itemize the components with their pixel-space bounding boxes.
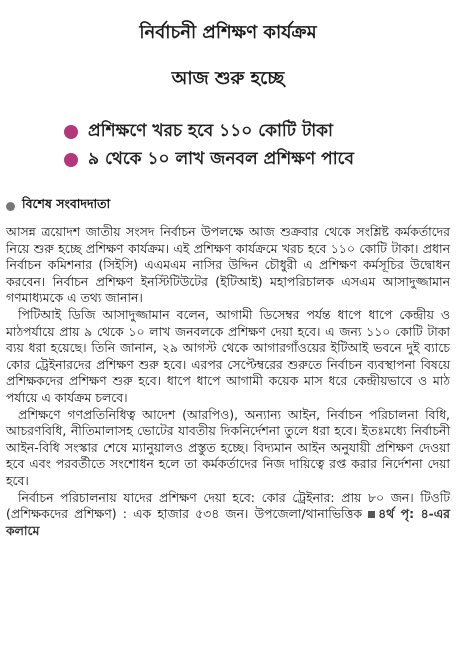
article-body — [6, 224, 450, 539]
article-paragraph: আসন্ন ত্রয়োদশ জাতীয় সংসদ নির্বাচন উপলক্ষে আজ শুক্রবার থেকে সংশ্লিষ্ট কর্মকর্তাদের নিয়ে শুরু হচ্ছে প্রশিক্ষণ কার্যক্রম। এই প্রশিক্ষণ কার্যক্রমে খরচ হবে ১১০ কোটি টাকা। প্রধান নির্বাচন কমিশনার (সিইসি) এএমএম নাসির উদ্দিন চৌধুরী এ প্রশিক্ষণ কর্মসূচির উদ্বোধন করবেন। নির্বাচন প্রশিক্ষণ ইনস্টিটিউটের (ইটিআই) মহাপরিচালক এসএম আসাদুজ্জামান গণমাধ্যমকে এ তথ্য জানান। — [6, 224, 450, 306]
highlight-text: প্রশিক্ষণে খরচ হবে ১১০ কোটি টাকা — [88, 121, 333, 141]
highlight-item — [64, 118, 444, 146]
byline — [6, 196, 110, 216]
article-paragraph: প্রশিক্ষণে গণপ্রতিনিধিত্ব আদেশ (আরপিও), অন্যান্য আইন, নির্বাচন পরিচালনা বিধি, আচরণবিধি, নীতিমালাসহ ভোটের যাবতীয় দিকনির্দেশনা তুলে ধরা হবে। ইতঃমধ্যে নির্বাচনী আইন-বিধি সংস্কার শেষে ম্যানুয়ালও প্রস্তুত হচ্ছে। বিদ্যমান আইন অনুযায়ী প্রশিক্ষণ দেওয়া হবে এবং পরবর্তীতে সংশোধন হলে তা কর্মকর্তাদের নিজ দায়িত্বে রপ্ত করার নির্দেশনা দেয়া হবে। — [6, 406, 450, 488]
article-paragraph-last — [6, 490, 450, 540]
continued-on-page: ৪র্থ পৃ: ৪-এর কলামে — [6, 506, 451, 538]
headline-line-2: আজ শুরু হচ্ছে — [171, 68, 285, 89]
continued-marker-icon — [368, 511, 375, 518]
byline-text: বিশেষ সংবাদদাতা — [22, 196, 111, 211]
article-paragraph-text: নির্বাচন পরিচালনায় যাদের প্রশিক্ষণ দেয়া হবে: কোর ট্রেইনার: প্রায় ৮০ জন। টিওটি (প্রশিক্ষকদের প্রশিক্ষণ) : এক হাজার ৫৩৪ জন। উপজেলা/থানাভিত্তিক — [6, 489, 450, 522]
headline — [0, 10, 456, 102]
highlights-list — [64, 118, 444, 174]
highlight-item — [64, 146, 444, 174]
bullet-dot-icon — [64, 153, 78, 167]
byline-dot-icon — [6, 202, 15, 211]
headline-line-1: নির্বাচনী প্রশিক্ষণ কার্যক্রম — [139, 22, 317, 43]
bullet-dot-icon — [64, 125, 78, 139]
highlight-text: ৯ থেকে ১০ লাখ জনবল প্রশিক্ষণ পাবে — [88, 149, 354, 169]
article-paragraph: পিটিআই ডিজি আসাদুজ্জামান বলেন, আগামী ডিসেম্বর পর্যন্ত ধাপে ধাপে কেন্দ্রীয় ও মাঠপর্যায়ে প্রায় ৯ থেকে ১০ লাখ জনবলকে প্রশিক্ষণ দেয়া হবে। এ জন্য ১১০ কোটি টাকা ব্যয় ধরা হয়েছে। তিনি জানান, ২৯ আগস্ট থেকে আগারগাঁওয়ের ইটিআই ভবনে দুই ব্যাচে কোর ট্রেইনারদের প্রশিক্ষণ শুরু হবে। এরপর সেপ্টেম্বরের শুরুতে নির্বাচন ব্যবস্থাপনা বিষয়ে প্রশিক্ষকদের প্রশিক্ষণ শুরু হবে। ধাপে ধাপে আগামী কয়েক মাস ধরে কেন্দ্রীয়ভাবে ও মাঠ পর্যায়ে এ কার্যক্রম চলবে। — [6, 306, 450, 405]
